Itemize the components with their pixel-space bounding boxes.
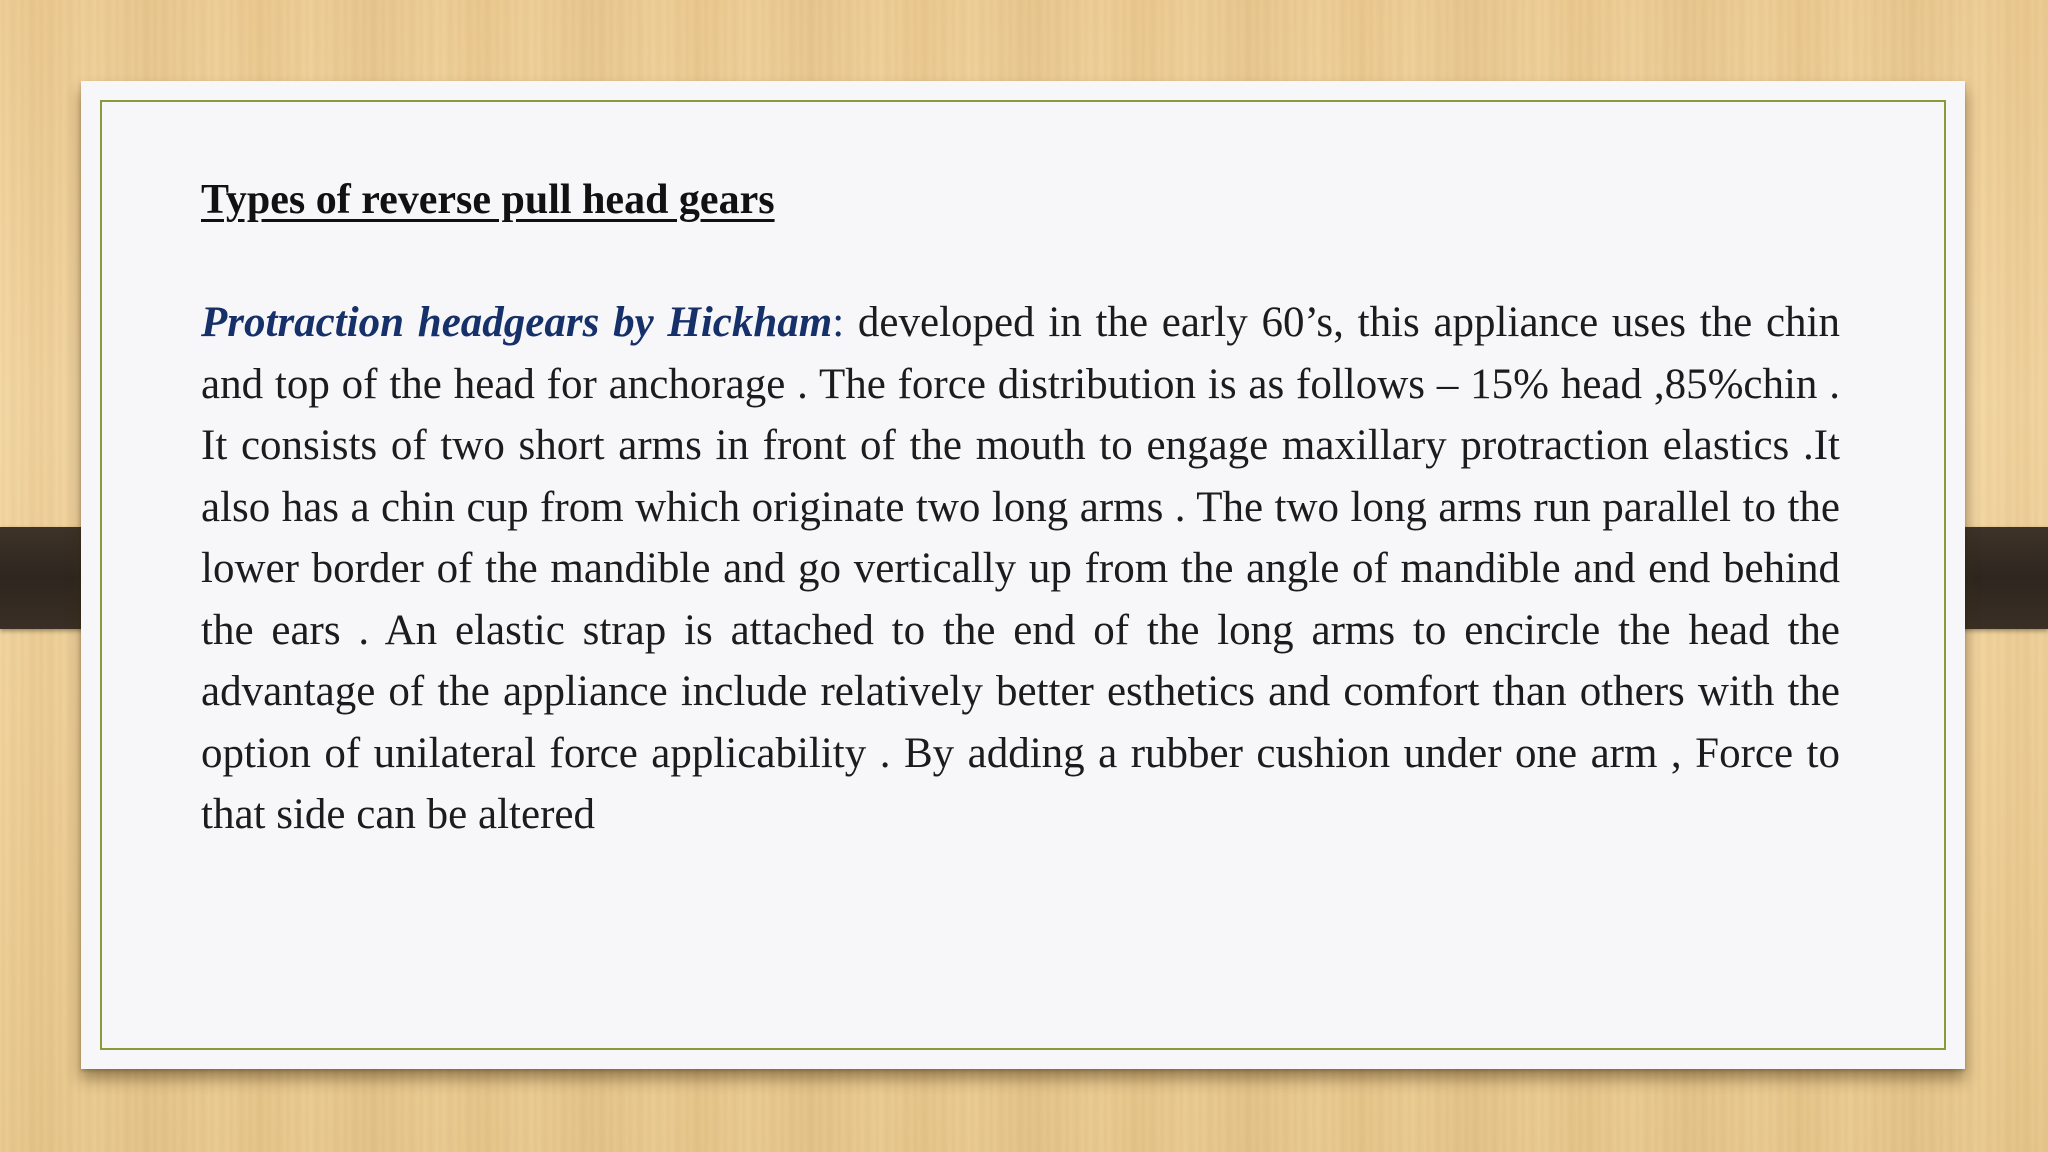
term-heading: Protraction headgears by Hickham bbox=[201, 299, 833, 346]
term-colon: : bbox=[832, 299, 845, 346]
body-text: developed in the early 60’s, this appliance uses the chin and top of the head for anchorage . The force distribution is as follows – 15% head ,85%chin . It consists of two short arms in front of the mouth to engage maxillary protraction elastics .It also has a chin cup from which originate two long arms . The two long arms run parallel to the lower border of the mandible and go vertically up from the angle of mandible and end behind the ears . An elastic strap is attached to the end of the long arms to encircle the head the advantage of the appliance include relatively better esthetics and comfort than others with the option of unilateral force applicability . By adding a rubber cushion under one arm , Force to that side can be altered bbox=[201, 299, 1841, 838]
slide-title: Types of reverse pull head gears bbox=[201, 177, 775, 223]
slide-content bbox=[201, 170, 1840, 846]
body-paragraph bbox=[201, 292, 1840, 846]
